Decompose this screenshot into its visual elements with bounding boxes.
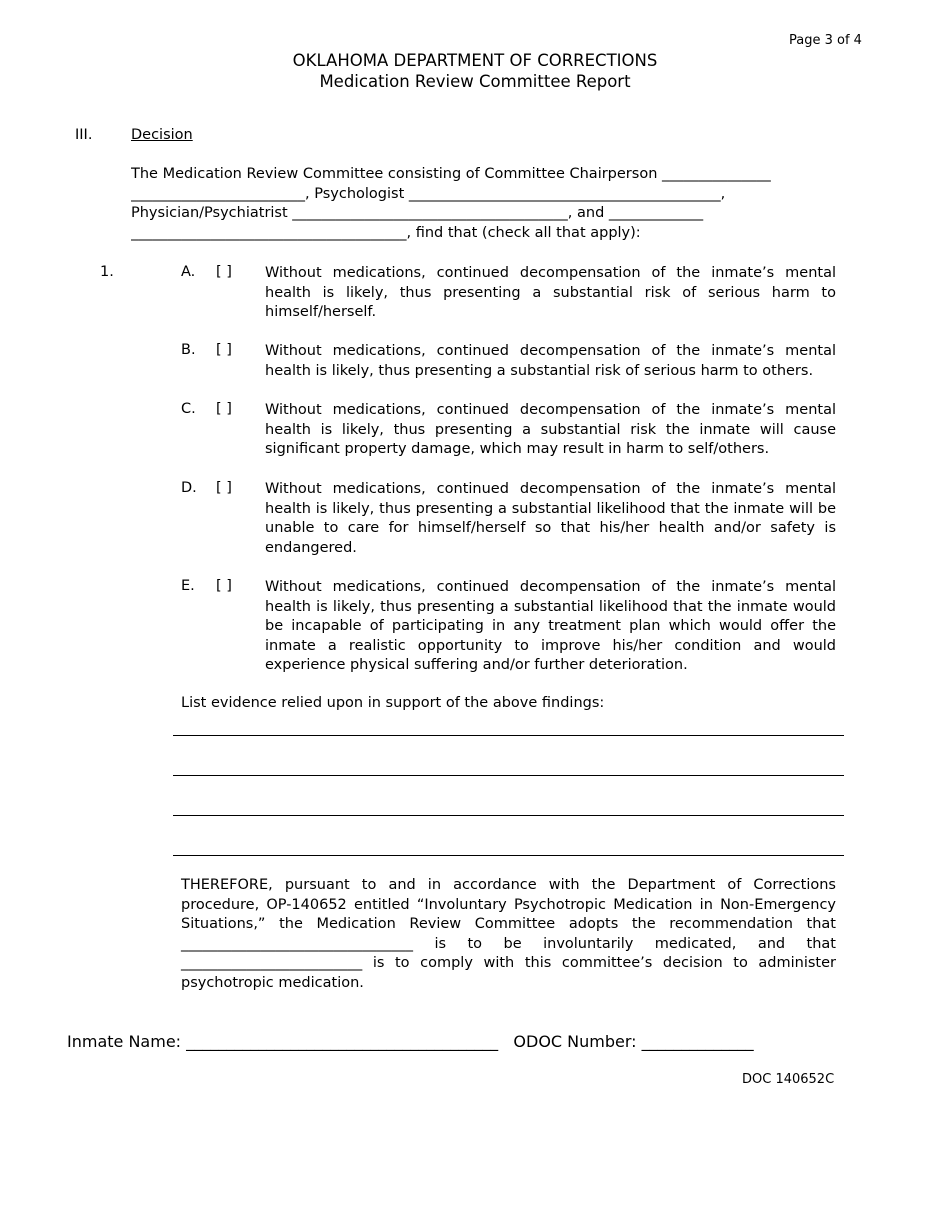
evidence-line-3[interactable] xyxy=(173,815,844,816)
inmate-name-field[interactable]: _______________________________________ xyxy=(186,1032,499,1051)
evidence-line-4[interactable] xyxy=(173,855,844,856)
option-c-text: Without medications, continued decompensation of the inmate’s mental health is likely, thus presenting a substantial risk the inmate will cause significant property damage, which may result in harm to self/others. xyxy=(265,402,836,458)
intro-line-chairperson[interactable]: The Medication Review Committee consisting of Committee Chairperson _______________ xyxy=(131,166,771,182)
option-c-letter: C. xyxy=(181,401,196,417)
odoc-number-field[interactable]: ______________ xyxy=(641,1032,754,1051)
evidence-line-1[interactable] xyxy=(173,735,844,736)
intro-line-psychologist[interactable]: ________________________, Psychologist ___________________________________________, xyxy=(131,185,726,202)
page-indicator: Page 3 of 4 xyxy=(789,33,862,48)
item-number: 1. xyxy=(100,264,114,280)
option-a-letter: A. xyxy=(181,264,196,280)
option-e-text: Without medications, continued decompensation of the inmate’s mental health is likely, thus presenting a substantial likelihood that the inmate would be incapable of participating in any treatment plan which would offer the inmate a realistic opportunity to improve his/her condition and would experience physical suffering and/or further deterioration. xyxy=(265,579,836,674)
option-d-letter: D. xyxy=(181,480,197,496)
section-title: Decision xyxy=(131,127,193,143)
doc-code: DOC 140652C xyxy=(742,1072,835,1087)
option-a-text: Without medications, continued decompensation of the inmate’s mental health is likely, thus presenting a substantial risk of serious harm to himself/herself. xyxy=(265,265,836,321)
option-d-checkbox[interactable]: [ ] xyxy=(216,480,232,496)
footer-fields xyxy=(67,1032,847,1051)
option-b-letter: B. xyxy=(181,342,196,358)
intro-line-member[interactable]: ______________________________________, find that (check all that apply): xyxy=(131,224,641,241)
agency-title: OKLAHOMA DEPARTMENT OF CORRECTIONS xyxy=(292,51,658,70)
option-b-text: Without medications, continued decompensation of the inmate’s mental health is likely, thus presenting a substantial risk of serious harm to others. xyxy=(265,343,836,379)
report-title: Medication Review Committee Report xyxy=(319,72,631,91)
evidence-line-2[interactable] xyxy=(173,775,844,776)
option-c-checkbox[interactable]: [ ] xyxy=(216,401,232,417)
section-number: III. xyxy=(75,127,93,143)
evidence-label: List evidence relied upon in support of the above findings: xyxy=(181,695,605,711)
committee-intro xyxy=(131,165,836,243)
odoc-number-label: ODOC Number: xyxy=(513,1032,637,1051)
option-e-checkbox[interactable]: [ ] xyxy=(216,578,232,594)
option-b-checkbox[interactable]: [ ] xyxy=(216,342,232,358)
option-d-text: Without medications, continued decompensation of the inmate’s mental health is likely, thus presenting a substantial likelihood that the inmate will be unable to care for himself/herself so that his/her health and/or safety is endangered. xyxy=(265,481,836,556)
option-a-checkbox[interactable]: [ ] xyxy=(216,264,232,280)
option-e-letter: E. xyxy=(181,578,195,594)
therefore-paragraph: THEREFORE, pursuant to and in accordance with the Department of Corrections procedure, OP-140652 entitled “Involuntary Psychotropic Medication in Non-Emergency Situations,” the Medication Review Committee adopts the recommendation that ________________________________ is to be involuntarily medicated, and that _________________________ is to comply with this committee’s decision to administer psychotropic medication. xyxy=(181,877,836,991)
inmate-name-label: Inmate Name: xyxy=(67,1032,182,1051)
intro-line-physician[interactable]: Physician/Psychiatrist ______________________________________, and _____________ xyxy=(131,205,704,222)
